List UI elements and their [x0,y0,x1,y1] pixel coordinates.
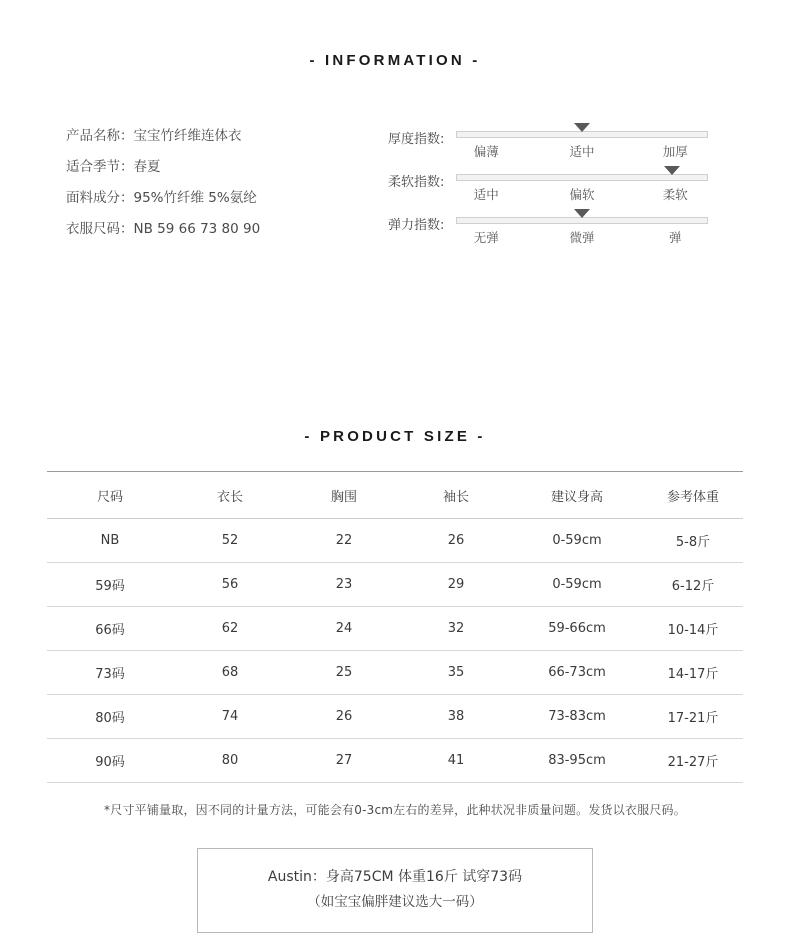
cell-size: 80码 [95,711,125,726]
cell-size: 59码 [95,579,125,594]
cell-height: 66-73cm [548,665,606,680]
table-row [47,563,743,607]
softness-index-label: 柔软指数: [388,175,445,190]
thickness-scale-label-mid: 适中 [569,144,595,159]
column-header-size: 尺码 [96,489,123,505]
table-row [47,739,743,783]
softness-index-row [388,166,708,209]
elasticity-scale-label-high: 弹 [668,230,682,245]
cell-length: 62 [221,621,239,636]
attribute-value: 95%竹纤维 5%氨纶 [133,190,257,206]
cell-height: 83-95cm [548,753,606,768]
attribute-label: 适合季节： [66,159,134,175]
elasticity-index-track[interactable] [456,217,708,224]
information-section [0,121,790,296]
attribute-label: 面料成分： [66,190,134,206]
cell-size: NB [100,533,120,548]
cell-sleeve: 32 [447,621,465,636]
measurement-disclaimer: *尺寸平铺量取，因不同的计量方法，可能会有0-3cm左右的差异，此种状况非质量问题。发货以衣服尺码。 [104,803,686,817]
elasticity-index-track-wrap [456,209,708,246]
thickness-index-scale [456,142,708,160]
softness-scale-label-high: 柔软 [662,187,688,202]
cell-length: 56 [221,577,239,592]
attribute-value: 春夏 [133,159,161,175]
cell-weight: 17-21斤 [667,711,719,726]
thickness-index-label: 厚度指数: [388,132,445,147]
cell-weight: 5-8斤 [675,535,711,550]
product-attribute-row [66,183,366,214]
thickness-index-row [388,123,708,166]
cell-sleeve: 35 [447,665,465,680]
product-attribute-list [66,121,366,245]
softness-index-track-wrap [456,166,708,203]
softness-index-marker-icon [664,166,680,175]
model-reference-line-note: （如宝宝偏胖建议选大一码） [307,894,483,910]
elasticity-index-scale [456,228,708,246]
elasticity-scale-label-mid: 微弹 [569,230,595,245]
elasticity-index-row [388,209,708,252]
cell-bust: 26 [335,709,353,724]
cell-weight: 14-17斤 [667,667,719,682]
table-row [47,607,743,651]
cell-length: 80 [221,753,239,768]
product-attribute-row [66,121,366,152]
cell-weight: 10-14斤 [667,623,719,638]
column-header-height: 建议身高 [550,489,603,505]
softness-scale-label-low: 适中 [473,187,499,202]
column-header-length: 衣长 [216,489,243,505]
cell-length: 68 [221,665,239,680]
elasticity-index-label: 弹力指数: [388,218,445,233]
cell-size: 66码 [95,623,125,638]
size-chart-body [47,519,743,783]
cell-sleeve: 41 [447,753,465,768]
cell-bust: 25 [335,665,353,680]
softness-index-track[interactable] [456,174,708,181]
softness-scale-label-mid: 偏软 [569,187,595,202]
column-header-sleeve: 袖长 [442,489,469,505]
model-reference-box [197,848,593,933]
model-reference-line-primary: Austin：身高75CM 体重16斤 试穿73码 [267,869,523,885]
cell-size: 90码 [95,755,125,770]
thickness-scale-label-high: 加厚 [662,144,688,159]
attribute-label: 衣服尺码： [66,221,134,237]
attribute-label: 产品名称： [66,128,134,144]
cell-height: 73-83cm [548,709,606,724]
cell-size: 73码 [95,667,125,682]
attribute-value: 宝宝竹纤维连体衣 [133,128,242,144]
column-header-bust: 胸围 [330,489,357,505]
table-row [47,695,743,739]
thickness-scale-label-low: 偏薄 [473,144,499,159]
cell-sleeve: 29 [447,577,465,592]
cell-length: 52 [221,533,239,548]
thickness-index-marker-icon [574,123,590,132]
elasticity-scale-label-low: 无弹 [473,230,499,245]
size-chart-table [47,471,743,783]
elasticity-index-marker-icon [574,209,590,218]
cell-bust: 23 [335,577,353,592]
cell-height: 0-59cm [552,533,602,548]
softness-index-scale [456,185,708,203]
cell-sleeve: 26 [447,533,465,548]
cell-weight: 21-27斤 [667,755,719,770]
attribute-value: NB 59 66 73 80 90 [133,221,261,237]
cell-height: 0-59cm [552,577,602,592]
thickness-index-track[interactable] [456,131,708,138]
column-header-weight: 参考体重 [666,489,719,505]
cell-bust: 27 [335,753,353,768]
table-row [47,651,743,695]
information-section-heading: - INFORMATION - [309,52,481,69]
table-row [47,519,743,563]
cell-height: 59-66cm [548,621,606,636]
product-attribute-row [66,214,366,245]
thickness-index-track-wrap [456,123,708,160]
product-attribute-row [66,152,366,183]
index-slider-group [388,123,708,252]
cell-length: 74 [221,709,239,724]
cell-sleeve: 38 [447,709,465,724]
cell-bust: 22 [335,533,353,548]
cell-bust: 24 [335,621,353,636]
table-header-row [47,472,743,519]
product-size-section-heading: - PRODUCT SIZE - [304,428,486,445]
product-size-section [0,428,790,933]
cell-weight: 6-12斤 [671,579,715,594]
